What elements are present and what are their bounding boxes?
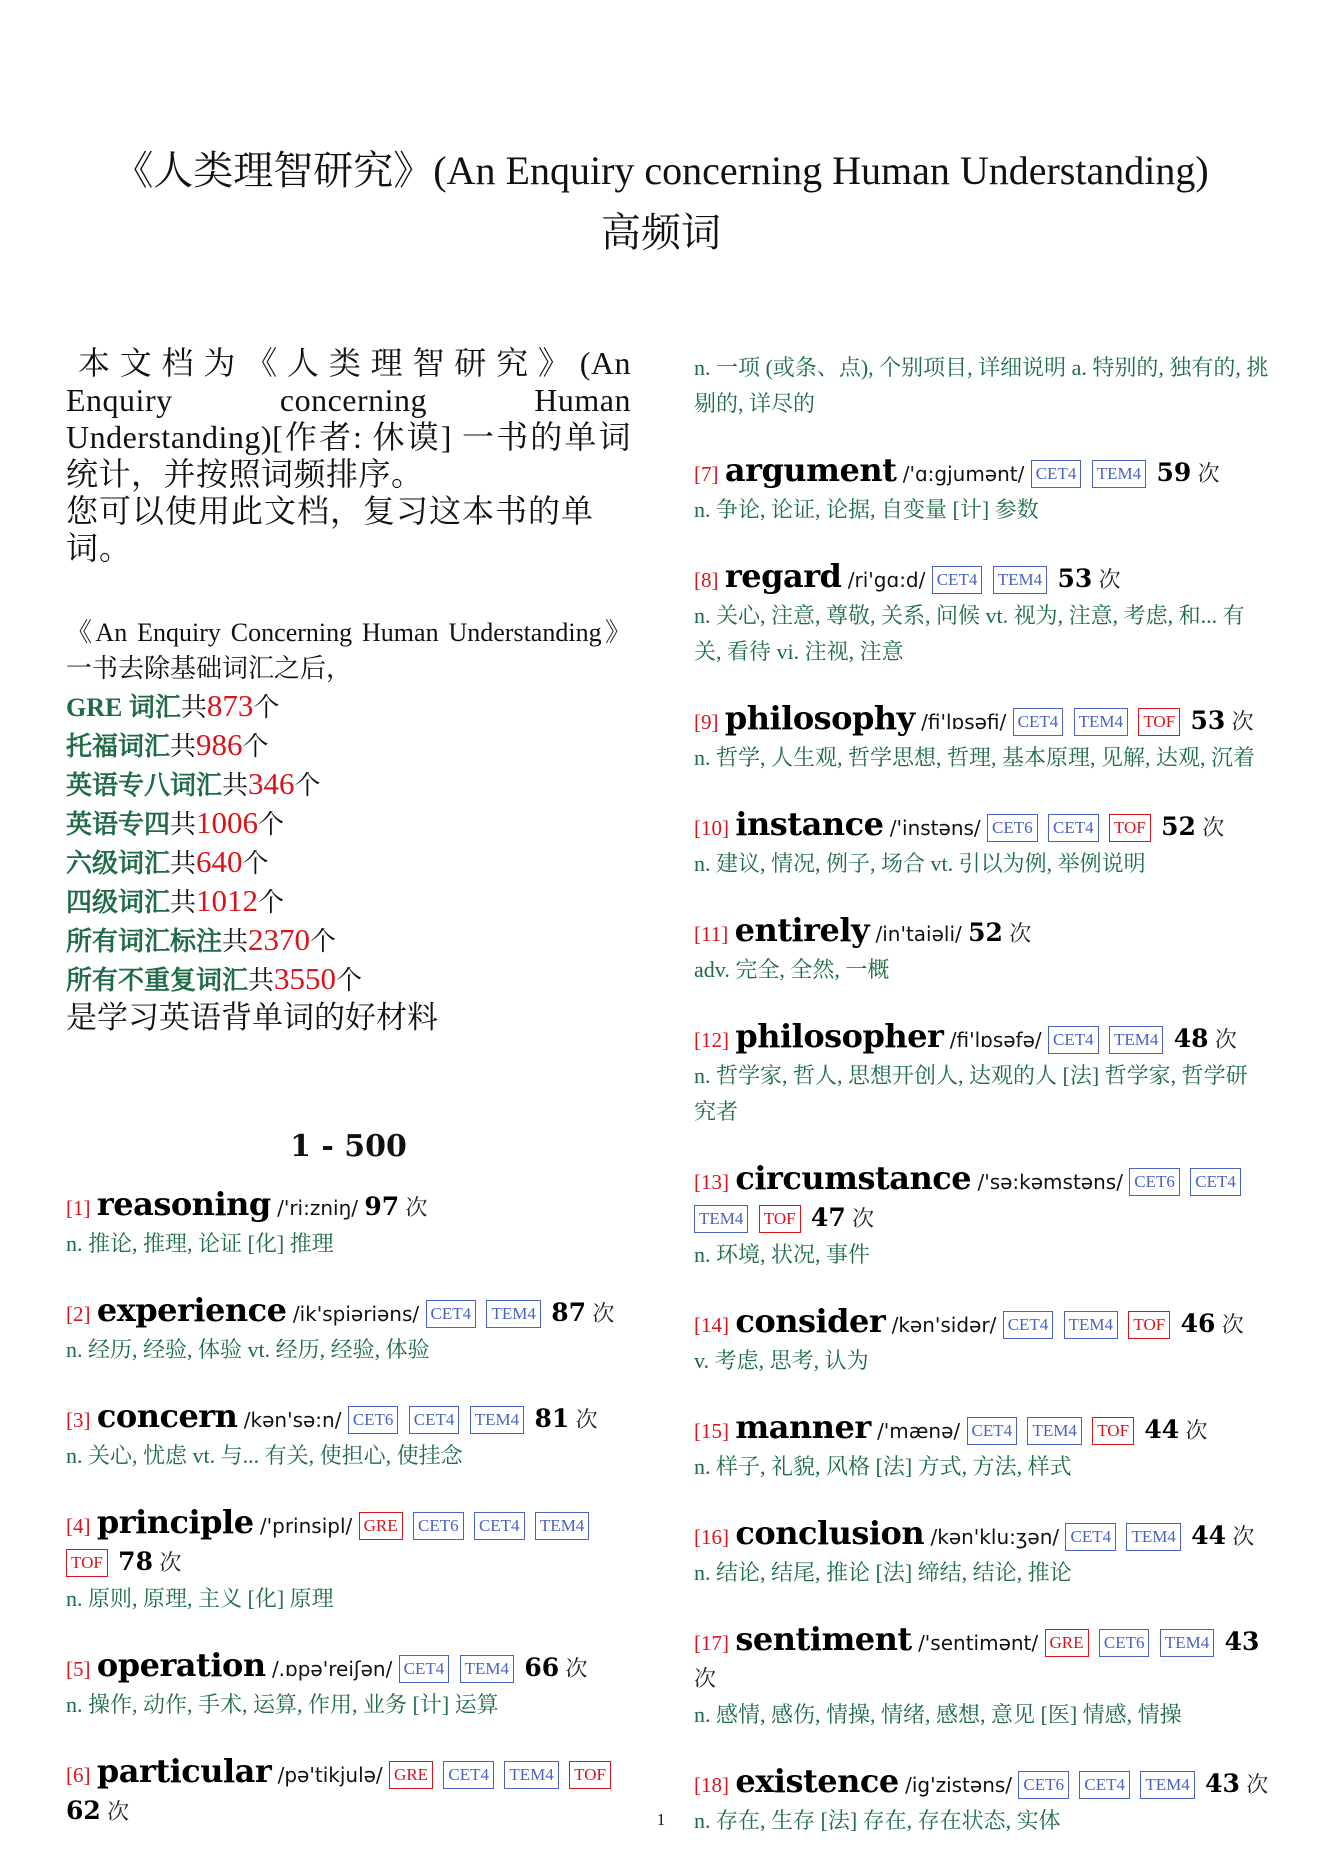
word-entry — [66, 1647, 631, 1723]
exam-tag-cet6: CET6 — [1018, 1771, 1069, 1799]
entry-head — [694, 558, 1269, 598]
intro-paragraph-2: 您可以使用此文档，复习这本书的单词。 — [66, 493, 595, 566]
stat-unit: 个 — [258, 810, 285, 839]
phonetic: /'mænə/ — [877, 1419, 961, 1443]
definition: n. 争论, 论证, 论据, 自变量 [计] 参数 — [694, 497, 1039, 522]
entry-index: [4] — [66, 1514, 91, 1538]
phonetic: /'prinsipl/ — [259, 1514, 353, 1538]
exam-tag-cet4: CET4 — [1031, 460, 1082, 488]
frequency-unit: 次 — [159, 1550, 182, 1575]
phonetic: /ri'gɑ:d/ — [847, 568, 926, 592]
stat-number: 3550 — [274, 961, 337, 996]
word-entry — [694, 1018, 1269, 1130]
entry-head — [694, 1409, 1269, 1449]
stat-label: 所有不重复词汇 — [66, 966, 249, 995]
exam-tag-tem4: TEM4 — [993, 566, 1047, 594]
summary-lead: 《An Enquiry Concerning Human Understanding》一书去除基础词汇之后， — [66, 618, 631, 683]
stat-label: 四级词汇 — [66, 888, 171, 917]
stat-row — [66, 882, 631, 921]
entry-head — [694, 912, 1269, 952]
exam-tag-tem4: TEM4 — [694, 1205, 748, 1233]
definition: n. 关心, 注意, 尊敬, 关系, 问候 vt. 视为, 注意, 考虑, 和... 有关, 看待 vi. 注视, 注意 — [694, 603, 1245, 664]
entry-index: [1] — [66, 1196, 91, 1220]
entry-index: [8] — [694, 568, 719, 592]
entry-head — [694, 1303, 1269, 1343]
frequency-unit: 次 — [694, 1666, 717, 1691]
phonetic: /'sə:kəmstəns/ — [977, 1170, 1123, 1194]
entry-head — [66, 1292, 631, 1332]
entry-index: [14] — [694, 1313, 729, 1337]
headword: conclusion — [735, 1514, 925, 1552]
frequency-count: 66 — [524, 1653, 560, 1682]
stat-unit: 个 — [336, 966, 363, 995]
phonetic: /'ɑ:gjumənt/ — [902, 462, 1025, 486]
exam-tag-tem4: TEM4 — [486, 1300, 540, 1328]
word-entry — [694, 700, 1269, 776]
exam-tag-tem4: TEM4 — [535, 1512, 589, 1540]
phonetic: /.ɒpə'reiʃən/ — [271, 1657, 393, 1681]
definition: v. 考虑, 思考, 认为 — [694, 1348, 869, 1373]
exam-tag-tof: TOF — [569, 1761, 611, 1789]
exam-tag-cet6: CET6 — [1099, 1629, 1150, 1657]
entry-head — [694, 806, 1269, 846]
stat-label: 所有词汇标注 — [66, 927, 223, 956]
stat-row — [66, 765, 631, 804]
frequency-unit: 次 — [1197, 461, 1220, 486]
word-entry — [66, 1292, 631, 1368]
exam-tag-cet4: CET4 — [474, 1512, 525, 1540]
frequency-count: 44 — [1144, 1415, 1180, 1444]
stat-label: 六级词汇 — [66, 849, 171, 878]
entry-index: [9] — [694, 710, 719, 734]
stat-unit: 个 — [294, 771, 321, 800]
exam-tag-cet4: CET4 — [1190, 1168, 1241, 1196]
definition: n. 环境, 状况, 事件 — [694, 1242, 871, 1267]
headword: circumstance — [735, 1159, 972, 1197]
stat-connector: 共 — [222, 927, 249, 956]
exam-tag-tem4: TEM4 — [504, 1761, 558, 1789]
word-entry — [694, 1160, 1269, 1273]
stat-row — [66, 804, 631, 843]
phonetic: /'sentimənt/ — [918, 1631, 1039, 1655]
stat-row — [66, 726, 631, 765]
exam-tag-tof: TOF — [66, 1549, 108, 1577]
exam-tag-cet6: CET6 — [1129, 1168, 1180, 1196]
definition: n. 样子, 礼貌, 风格 [法] 方式, 方法, 样式 — [694, 1454, 1072, 1479]
stat-number: 1006 — [196, 805, 259, 840]
frequency-unit: 次 — [107, 1799, 130, 1824]
phonetic: /'ri:zniŋ/ — [277, 1196, 358, 1220]
definition: n. 建议, 情况, 例子, 场合 vt. 引以为例, 举例说明 — [694, 851, 1146, 876]
phonetic: /in'taiəli/ — [875, 922, 962, 946]
exam-tag-tem4: TEM4 — [470, 1406, 524, 1434]
title-line-1: 《人类理智研究》(An Enquiry concerning Human Understanding) — [113, 148, 1209, 193]
exam-tag-cet4: CET4 — [399, 1655, 450, 1683]
frequency-unit: 次 — [575, 1407, 598, 1432]
exam-tag-cet4: CET4 — [967, 1417, 1018, 1445]
frequency-unit: 次 — [1221, 1312, 1244, 1337]
exam-tag-tem4: TEM4 — [1140, 1771, 1194, 1799]
entry-head — [694, 700, 1269, 740]
definition: n. 推论, 推理, 论证 [化] 推理 — [66, 1231, 334, 1256]
headword: consider — [735, 1302, 886, 1340]
entry-head — [694, 1018, 1269, 1058]
entry-index: [3] — [66, 1408, 91, 1432]
entry-head — [66, 1647, 631, 1687]
stat-row — [66, 687, 631, 726]
title-line-2: 高频词 — [601, 210, 721, 255]
right-column — [694, 350, 1269, 1869]
headword: entirely — [734, 911, 870, 949]
vocab-summary — [66, 615, 631, 1037]
frequency-unit: 次 — [1231, 709, 1254, 734]
frequency-count: 46 — [1180, 1309, 1216, 1338]
stat-unit: 个 — [253, 693, 280, 722]
exam-tag-cet4: CET4 — [1048, 814, 1099, 842]
phonetic: /kən'klu:ʒən/ — [930, 1525, 1060, 1549]
definition: n. 经历, 经验, 体验 vt. 经历, 经验, 体验 — [66, 1337, 430, 1362]
entry-index: [6] — [66, 1763, 91, 1787]
entry-head — [694, 1621, 1269, 1697]
entries-right — [694, 350, 1269, 1839]
headword: existence — [735, 1762, 899, 1800]
definition: n. 存在, 生存 [法] 存在, 存在状态, 实体 — [694, 1808, 1061, 1833]
entry-head — [694, 1160, 1269, 1237]
headword: instance — [735, 805, 884, 843]
exam-tag-cet4: CET4 — [1013, 708, 1064, 736]
exam-tag-cet4: CET4 — [409, 1406, 460, 1434]
frequency-count: 87 — [551, 1298, 587, 1327]
entry-index: [15] — [694, 1419, 729, 1443]
word-entry — [694, 558, 1269, 670]
exam-tag-cet4: CET4 — [932, 566, 983, 594]
word-entry — [694, 806, 1269, 882]
exam-tag-cet4: CET4 — [426, 1300, 477, 1328]
stat-label: GRE 词汇 — [66, 693, 181, 722]
stat-number: 346 — [248, 766, 295, 801]
word-entry — [694, 452, 1269, 528]
phonetic: /ik'spiəriəns/ — [292, 1302, 420, 1326]
frequency-unit: 次 — [1214, 1027, 1237, 1052]
stat-number: 1012 — [196, 883, 259, 918]
stat-number: 640 — [196, 844, 243, 879]
headword: argument — [724, 451, 897, 489]
stat-connector: 共 — [170, 810, 197, 839]
headword: philosophy — [724, 699, 915, 737]
definition: n. 关心, 忧虑 vt. 与... 有关, 使担心, 使挂念 — [66, 1443, 463, 1468]
entry-head — [694, 452, 1269, 492]
entry-index: [5] — [66, 1657, 91, 1681]
entry-index: [13] — [694, 1170, 729, 1194]
word-entry — [66, 1504, 631, 1617]
exam-tag-cet6: CET6 — [987, 814, 1038, 842]
word-entry — [66, 1186, 631, 1262]
exam-tag-tof: TOF — [1128, 1311, 1170, 1339]
frequency-count: 52 — [1161, 812, 1196, 841]
definition: n. 原则, 原理, 主义 [化] 原理 — [66, 1586, 334, 1611]
entry-index: [2] — [66, 1302, 91, 1326]
entries-left — [66, 1186, 631, 1830]
exam-tag-gre: GRE — [1045, 1629, 1089, 1657]
phonetic: /fi'lɒsəfi/ — [921, 710, 1007, 734]
exam-tag-tem4: TEM4 — [1109, 1026, 1163, 1054]
frequency-count: 52 — [968, 918, 1003, 947]
phonetic: /pə'tikjulə/ — [277, 1763, 383, 1787]
frequency-unit: 次 — [1232, 1524, 1255, 1549]
exam-tag-cet6: CET6 — [348, 1406, 399, 1434]
frequency-unit: 次 — [565, 1656, 588, 1681]
frequency-unit: 次 — [1009, 921, 1032, 946]
frequency-count: 62 — [66, 1796, 101, 1825]
definition: adv. 完全, 全然, 一概 — [694, 957, 890, 982]
phonetic: /kən'sidər/ — [891, 1313, 997, 1337]
exam-tag-tem4: TEM4 — [460, 1655, 514, 1683]
entry-index: [11] — [694, 922, 729, 946]
stat-row — [66, 960, 631, 999]
definition: n. 哲学家, 哲人, 思想开创人, 达观的人 [法] 哲学家, 哲学研究者 — [694, 1063, 1248, 1124]
exam-tag-tem4: TEM4 — [1126, 1523, 1180, 1551]
frequency-count: 43 — [1224, 1627, 1260, 1656]
page-number: 1 — [656, 1810, 666, 1829]
headword: reasoning — [96, 1185, 271, 1223]
headword: philosopher — [735, 1017, 944, 1055]
headword: particular — [96, 1752, 272, 1790]
exam-tag-cet4: CET4 — [1048, 1026, 1099, 1054]
word-entry — [694, 1515, 1269, 1591]
stat-unit: 个 — [258, 888, 285, 917]
exam-tag-tem4: TEM4 — [1074, 708, 1128, 736]
frequency-count: 53 — [1190, 706, 1226, 735]
frequency-unit: 次 — [1202, 815, 1225, 840]
stat-number: 986 — [196, 727, 243, 762]
exam-tag-cet4: CET4 — [1079, 1771, 1130, 1799]
headword: manner — [735, 1408, 871, 1446]
frequency-count: 59 — [1156, 458, 1192, 487]
frequency-unit: 次 — [1098, 567, 1121, 592]
exam-tag-cet4: CET4 — [1003, 1311, 1054, 1339]
definition: n. 感情, 感伤, 情操, 情绪, 感想, 意见 [医] 情感, 情操 — [694, 1702, 1182, 1727]
frequency-count: 43 — [1205, 1769, 1240, 1798]
exam-tag-gre: GRE — [359, 1512, 403, 1540]
entry-head — [66, 1186, 631, 1226]
section-range-heading: 1 - 500 — [290, 1129, 407, 1164]
frequency-unit: 次 — [1246, 1772, 1269, 1797]
entry-index: [18] — [694, 1773, 729, 1797]
headword: experience — [96, 1291, 287, 1329]
stat-label: 英语专四 — [66, 810, 171, 839]
headword: sentiment — [735, 1620, 912, 1658]
stat-connector: 共 — [170, 888, 197, 917]
entry-index: [12] — [694, 1028, 729, 1052]
exam-tag-tof: TOF — [1138, 708, 1180, 736]
headword: operation — [96, 1646, 266, 1684]
frequency-count: 48 — [1173, 1024, 1209, 1053]
stat-row — [66, 843, 631, 882]
stat-unit: 个 — [310, 927, 337, 956]
frequency-unit: 次 — [852, 1206, 875, 1231]
frequency-count: 81 — [534, 1404, 570, 1433]
definition: n. 一项 (或条、点), 个别项目, 详细说明 a. 特别的, 独有的, 挑剔的, 详尽的 — [694, 355, 1269, 416]
word-entry — [694, 912, 1269, 988]
word-entry — [694, 1621, 1269, 1733]
headword: principle — [96, 1503, 254, 1541]
exam-tag-tof: TOF — [759, 1205, 801, 1233]
word-entry — [694, 1409, 1269, 1485]
stat-row — [66, 921, 631, 960]
definition: n. 哲学, 人生观, 哲学思想, 哲理, 基本原理, 见解, 达观, 沉着 — [694, 745, 1256, 770]
exam-tag-tem4: TEM4 — [1064, 1311, 1118, 1339]
document-title — [0, 140, 1322, 264]
definition: n. 操作, 动作, 手术, 运算, 作用, 业务 [计] 运算 — [66, 1692, 499, 1717]
frequency-unit: 次 — [1185, 1418, 1208, 1443]
stat-connector: 共 — [180, 693, 207, 722]
phonetic: /'instəns/ — [889, 816, 981, 840]
stats-list — [66, 687, 631, 999]
stat-unit: 个 — [242, 849, 269, 878]
entry-index: [7] — [694, 462, 719, 486]
stat-connector: 共 — [248, 966, 275, 995]
phonetic: /ig'zistəns/ — [905, 1773, 1013, 1797]
stat-number: 873 — [206, 688, 254, 723]
exam-tag-tof: TOF — [1109, 814, 1151, 842]
headword: regard — [724, 557, 842, 595]
entry-head — [694, 1515, 1269, 1555]
definition: n. 结论, 结尾, 推论 [法] 缔结, 结论, 推论 — [694, 1560, 1072, 1585]
exam-tag-tem4: TEM4 — [1160, 1629, 1214, 1657]
stat-connector: 共 — [222, 771, 249, 800]
frequency-count: 47 — [810, 1203, 846, 1232]
frequency-count: 78 — [118, 1547, 153, 1576]
entry-index: [16] — [694, 1525, 729, 1549]
phonetic: /fi'lɒsəfə/ — [949, 1028, 1042, 1052]
word-entry — [694, 350, 1269, 422]
stat-unit: 个 — [242, 732, 269, 761]
exam-tag-cet4: CET4 — [1065, 1523, 1116, 1551]
stat-label: 英语专八词汇 — [66, 771, 223, 800]
phonetic: /kən'sə:n/ — [243, 1408, 342, 1432]
exam-tag-tof: TOF — [1092, 1417, 1134, 1445]
exam-tag-cet4: CET4 — [443, 1761, 494, 1789]
intro-paragraph: 本文档为《人类理智研究》(An Enquiry concerning Human Understanding)[作者: 休谟] 一书的单词统计，并按照词频排序。 — [66, 345, 631, 492]
word-entry — [694, 1303, 1269, 1379]
stat-label: 托福词汇 — [66, 732, 171, 761]
exam-tag-cet6: CET6 — [413, 1512, 464, 1540]
frequency-unit: 次 — [592, 1301, 615, 1326]
exam-tag-gre: GRE — [389, 1761, 433, 1789]
left-column — [66, 345, 631, 1860]
entry-index: [10] — [694, 816, 729, 840]
exam-tag-tem4: TEM4 — [1092, 460, 1146, 488]
frequency-count: 53 — [1057, 564, 1093, 593]
headword: concern — [96, 1397, 238, 1435]
summary-closing: 是学习英语背单词的好材料 — [66, 1000, 438, 1035]
entry-head — [66, 1398, 631, 1438]
entry-head — [66, 1504, 631, 1581]
exam-tag-tem4: TEM4 — [1027, 1417, 1081, 1445]
word-entry — [66, 1398, 631, 1474]
stat-connector: 共 — [170, 849, 197, 878]
frequency-count: 44 — [1191, 1521, 1226, 1550]
entry-index: [17] — [694, 1631, 729, 1655]
stat-number: 2370 — [248, 922, 311, 957]
frequency-unit: 次 — [405, 1195, 428, 1220]
entry-head — [694, 1763, 1269, 1803]
frequency-count: 97 — [364, 1192, 400, 1221]
stat-connector: 共 — [170, 732, 197, 761]
